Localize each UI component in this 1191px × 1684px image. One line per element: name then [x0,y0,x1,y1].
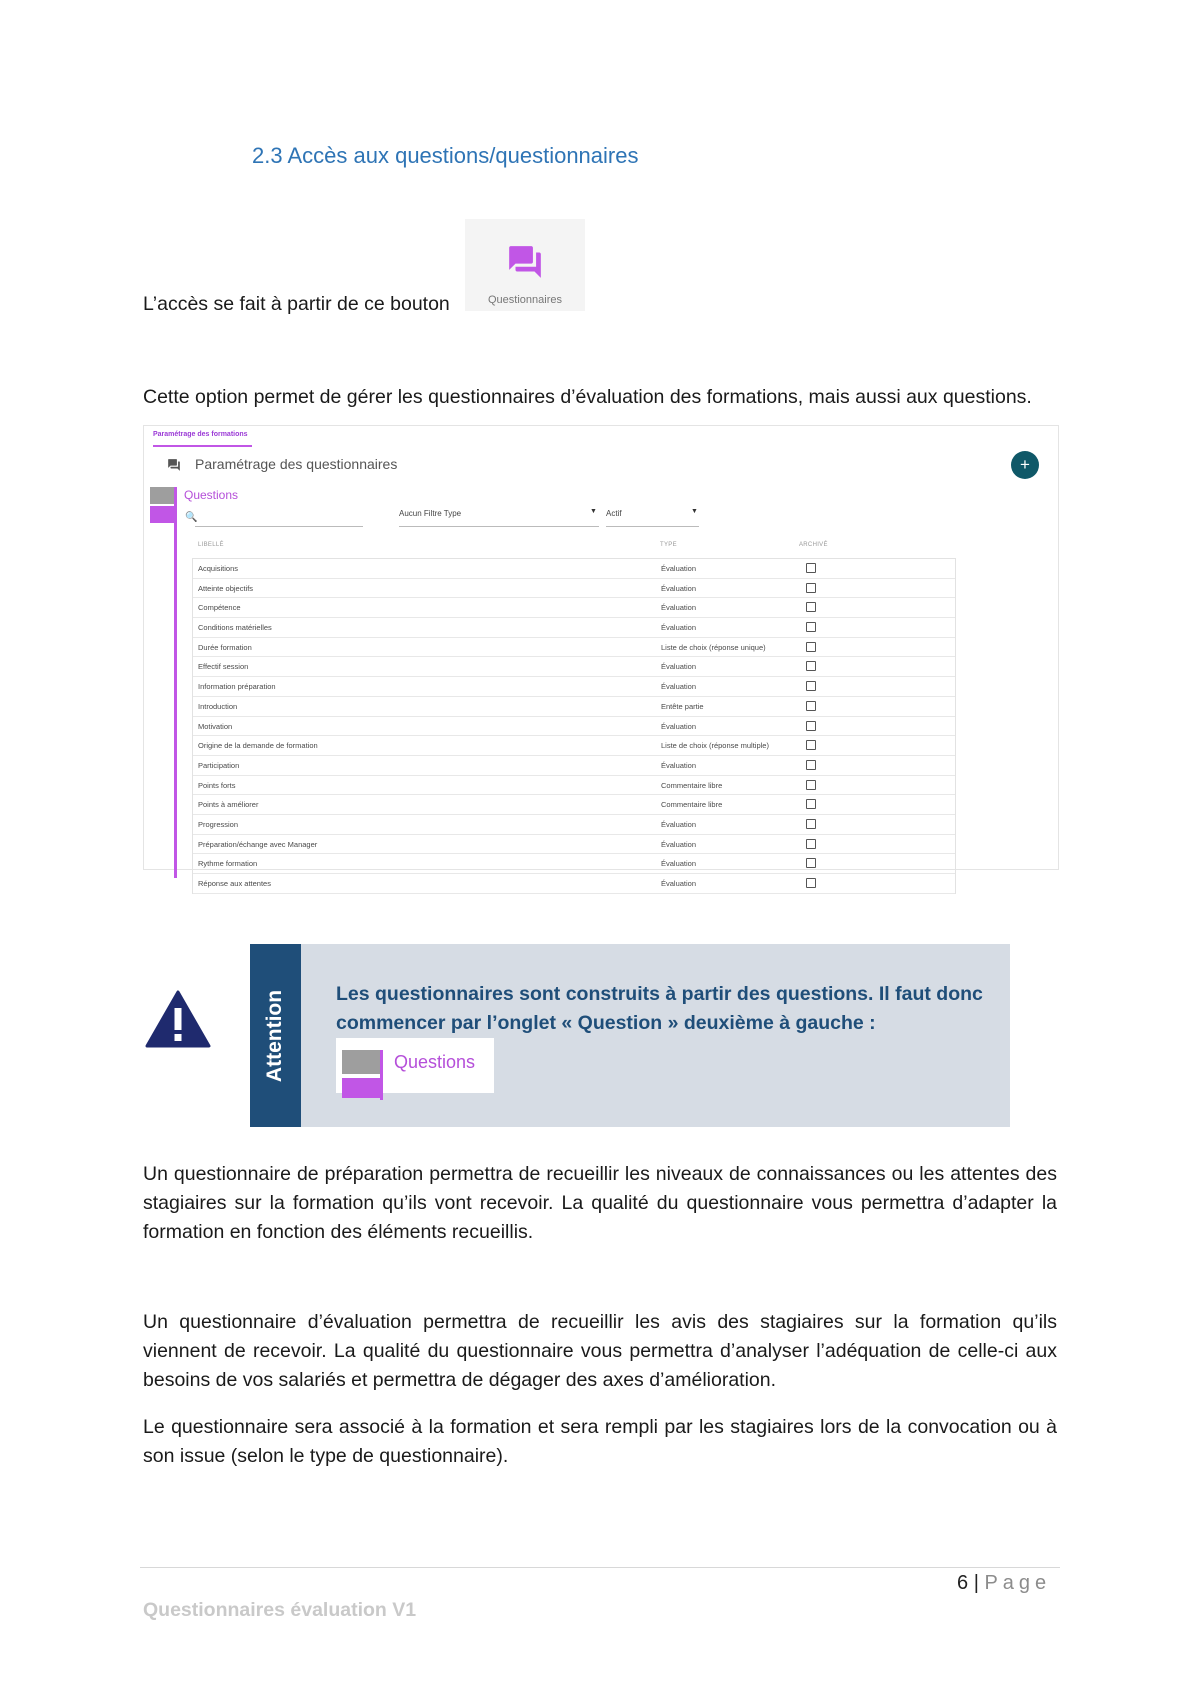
forum-icon [505,243,545,281]
cell-type: Évaluation [661,662,697,672]
cell-type: Évaluation [661,721,697,731]
forum-icon [166,458,182,472]
cell-type: Évaluation [661,859,697,869]
dropdown-arrow-icon: ▼ [691,508,698,515]
archive-checkbox[interactable] [806,839,816,849]
cell-type: Commentaire libre [661,800,723,810]
side-tab-questionnaires [342,1050,380,1074]
questionnaires-button-image [465,219,585,311]
side-tab-questions[interactable] [150,506,174,523]
side-tab-questionnaires[interactable] [150,487,174,504]
questions-screenshot [143,425,1059,888]
cell-type: Évaluation [661,760,697,770]
page-separator: | [973,1572,979,1594]
status-filter[interactable]: Actif [606,509,622,518]
table-row[interactable] [193,638,955,658]
cell-type: Évaluation [661,583,697,593]
cell-type: Évaluation [661,839,697,849]
cell-libelle: Introduction [198,701,238,711]
cell-libelle: Origine de la demande de formation [198,741,318,751]
cell-type: Liste de choix (réponse multiple) [661,741,769,751]
table-row[interactable] [193,559,955,579]
archive-checkbox[interactable] [806,681,816,691]
screenshot-title: Paramétrage des questionnaires [195,456,398,472]
cell-libelle: Conditions matérielles [198,623,272,633]
button-image-label: Questionnaires [488,294,562,306]
cell-type: Évaluation [661,623,697,633]
archive-checkbox[interactable] [806,780,816,790]
archive-checkbox[interactable] [806,799,816,809]
cell-type: Évaluation [661,682,697,692]
table-row[interactable] [193,598,955,618]
questions-label: Questions [184,488,239,502]
archive-checkbox[interactable] [806,583,816,593]
cell-libelle: Préparation/échange avec Manager [198,839,318,849]
table-row[interactable] [193,815,955,835]
archive-checkbox[interactable] [806,760,816,770]
warning-icon [145,990,211,1048]
table-row[interactable] [193,677,955,697]
column-header-archive[interactable]: ARCHIVÉ [799,542,828,548]
cell-libelle: Points à améliorer [198,800,259,810]
cell-type: Liste de choix (réponse unique) [661,642,766,652]
archive-checkbox[interactable] [806,878,816,888]
archive-checkbox[interactable] [806,661,816,671]
questions-tab-label: Questions [394,1052,476,1072]
section-heading: 2.3 Accès aux questions/questionnaires [252,143,639,168]
cell-libelle: Réponse aux attentes [198,879,271,888]
cell-libelle: Compétence [198,603,241,613]
attention-bar [250,944,301,1127]
questions-tab-image [336,1038,494,1093]
cell-libelle: Information préparation [198,682,276,692]
top-tab-underline [153,445,252,447]
cell-libelle: Motivation [198,721,233,731]
document-footer: Questionnaires évaluation V1 [143,1599,417,1621]
archive-checkbox[interactable] [806,622,816,632]
paragraph-association: Le questionnaire sera associé à la formation et sera rempli par les stagiaires lors de la convocation ou à son issue (selon le type de questionnaire). [143,1416,1057,1467]
attention-text: Les questionnaires sont construits à partir des questions. Il faut donc commencer par l’onglet « Question » deuxième à gauche : [336,983,983,1034]
type-filter[interactable]: Aucun Filtre Type [399,509,462,518]
archive-checkbox[interactable] [806,602,816,612]
questions-table [192,558,956,894]
cell-type: Évaluation [661,564,697,573]
cell-type: Évaluation [661,603,697,613]
table-row[interactable] [193,795,955,815]
table-row[interactable] [193,756,955,776]
archive-checkbox[interactable] [806,858,816,868]
archive-checkbox[interactable] [806,721,816,731]
column-header-libelle[interactable]: LIBELLÉ [198,542,224,548]
access-text: L’accès se fait à partir de ce bouton [143,293,450,315]
cell-libelle: Progression [198,819,239,829]
table-row[interactable] [193,854,955,874]
table-row[interactable] [193,874,955,894]
page-number-value: 6 [957,1572,969,1594]
top-tab: Paramétrage des formations [153,431,248,438]
table-row[interactable] [193,717,955,737]
page-word: Page [984,1572,1052,1594]
table-row[interactable] [193,736,955,756]
cell-libelle: Rythme formation [198,859,258,869]
cell-type: Entête partie [661,701,704,711]
cell-libelle: Acquisitions [198,564,239,573]
search-icon: 🔍 [185,512,198,523]
paragraph-evaluation: Un questionnaire d’évaluation permettra de recueillir les avis des stagiaires sur la formation qu’ils viennent de recevoir. La qualité du questionnaire vous permettra d’analyser l’adéquation de celle-ci aux besoins de vos salariés et permettra de dégager des axes d’amélioration. [143,1311,1057,1391]
active-tab-line [174,487,177,878]
cell-libelle: Points forts [198,780,236,790]
page-number [957,1572,1051,1595]
active-tab-line [380,1050,383,1100]
dropdown-arrow-icon: ▼ [590,508,597,515]
cell-libelle: Durée formation [198,642,252,652]
cell-libelle: Effectif session [198,662,249,672]
cell-type: Évaluation [661,819,697,829]
table-row[interactable] [193,618,955,638]
archive-checkbox[interactable] [806,740,816,750]
cell-type: Évaluation [661,879,697,888]
status-filter-underline [606,526,699,527]
add-button[interactable]: + [1011,451,1039,479]
table-row[interactable] [193,579,955,599]
search-input[interactable] [195,526,363,527]
archive-checkbox[interactable] [806,642,816,652]
cell-type: Commentaire libre [661,780,723,790]
paragraph-preparation: Un questionnaire de préparation permettra de recueillir les niveaux de connaissances ou les attentes des stagiaires sur la formation qu’ils vont recevoir. La qualité du questionnaire vous permettra d’adapter la formation en fonction des éléments recueillis. [143,1163,1057,1243]
table-row[interactable] [193,697,955,717]
table-row[interactable] [193,657,955,677]
archive-checkbox[interactable] [806,819,816,829]
footer-rule [140,1567,1060,1568]
attention-label: Attention [263,989,286,1083]
type-filter-underline [399,526,599,527]
side-tab-questions [342,1078,380,1098]
column-header-type[interactable]: TYPE [660,542,677,548]
intro-text: Cette option permet de gérer les questionnaires d’évaluation des formations, mais aussi aux questions. [143,386,1032,408]
table-row[interactable] [193,776,955,796]
archive-checkbox[interactable] [806,563,816,573]
cell-libelle: Participation [198,760,240,770]
table-row[interactable] [193,835,955,855]
cell-libelle: Atteinte objectifs [198,583,254,593]
archive-checkbox[interactable] [806,701,816,711]
